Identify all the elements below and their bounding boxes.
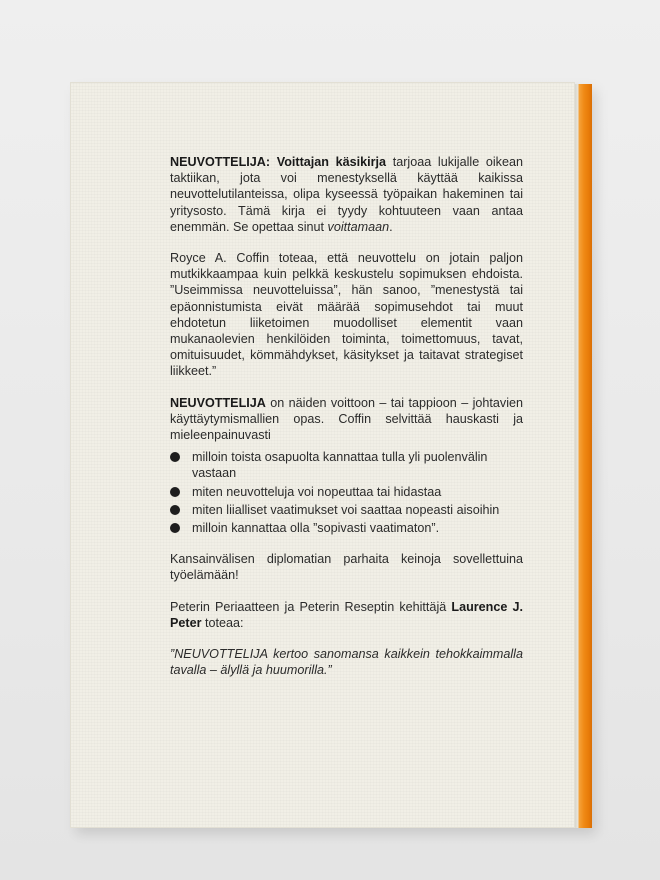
- book-title: NEUVOTTELIJA: Voittajan käsikirja: [170, 155, 387, 169]
- blurb-text: [170, 154, 523, 693]
- peter-name: Laurence J. Peter: [170, 599, 523, 630]
- guide-bold-title: NEUVOTTELIJA: [170, 395, 266, 410]
- list-item: [170, 484, 523, 500]
- cover-surface: [70, 82, 575, 828]
- list-item-text: milloin kannattaa olla ”sopivasti vaatimaton”.: [192, 521, 440, 536]
- bullet-dot-icon: [170, 487, 180, 497]
- book-back-cover: [70, 82, 592, 828]
- list-item: [170, 449, 523, 481]
- list-item-text: milloin toista osapuolta kannattaa tulla yli puolenvälin vastaan: [192, 450, 488, 481]
- peter-text-end: toteaa:: [201, 615, 244, 630]
- bullet-dot-icon: [170, 452, 180, 462]
- list-item-text: miten neuvotteluja voi nopeuttaa tai hidastaa: [192, 484, 442, 499]
- intro-text-end: .: [389, 219, 393, 234]
- bullet-list: [170, 449, 523, 536]
- peter-paragraph: [170, 599, 523, 631]
- list-item-text: miten liialliset vaatimukset voi saattaa nopeasti aisoihin: [192, 502, 500, 517]
- intro-paragraph: [170, 154, 523, 235]
- list-item: [170, 502, 523, 518]
- guide-paragraph: [170, 395, 523, 444]
- coffin-paragraph: Royce A. Coffin toteaa, että neuvottelu on jotain paljon mutkikkaampaa kuin pelkkä keskustelu sopimuksen ehdoista. ”Useimmissa neuvotteluissa”, hän sanoo, ”menestystä tai epäonnistumista eivät määrää sopimusehdot tai muut ehdotetun liiketoimen muodolliset elementit vaan mukanaolevien henkilöiden toiminta, toimettomuus, tavat, omituisuudet, kömmähdykset, käsitykset ja taitavat strategiset liikkeet.”: [170, 251, 523, 379]
- intro-italic-word: voittamaan: [327, 219, 390, 234]
- diplomacy-paragraph: Kansainvälisen diplomatian parhaita keinoja sovellettuina työelämään!: [170, 552, 523, 583]
- peter-quote: ”NEUVOTTELIJA kertoo sanomansa kaikkein tehokkaimmalla tavalla – älyllä ja huumorilla.”: [170, 647, 523, 678]
- intro-text: tarjoaa lukijalle oikean taktiikan, jota voi menestyksellä käyttää kaikissa neuvottelutilanteissa, olipa kyseessä työpaikan hakeminen tai yritysosto. Tämä kirja ei tyydy kohtuuteen vaan antaa enemmän. Se opettaa sinut: [170, 155, 523, 234]
- bullet-dot-icon: [170, 523, 180, 533]
- orange-spine-edge: [575, 84, 592, 828]
- bullet-dot-icon: [170, 505, 180, 515]
- peter-text: Peterin Periaatteen ja Peterin Reseptin kehittäjä: [170, 599, 452, 614]
- guide-text: on näiden voittoon – tai tappioon – johtavien käyttäytymismallien opas. Coffin selvittää hauskasti ja mieleenpainuvasti: [170, 395, 523, 443]
- list-item: [170, 520, 523, 536]
